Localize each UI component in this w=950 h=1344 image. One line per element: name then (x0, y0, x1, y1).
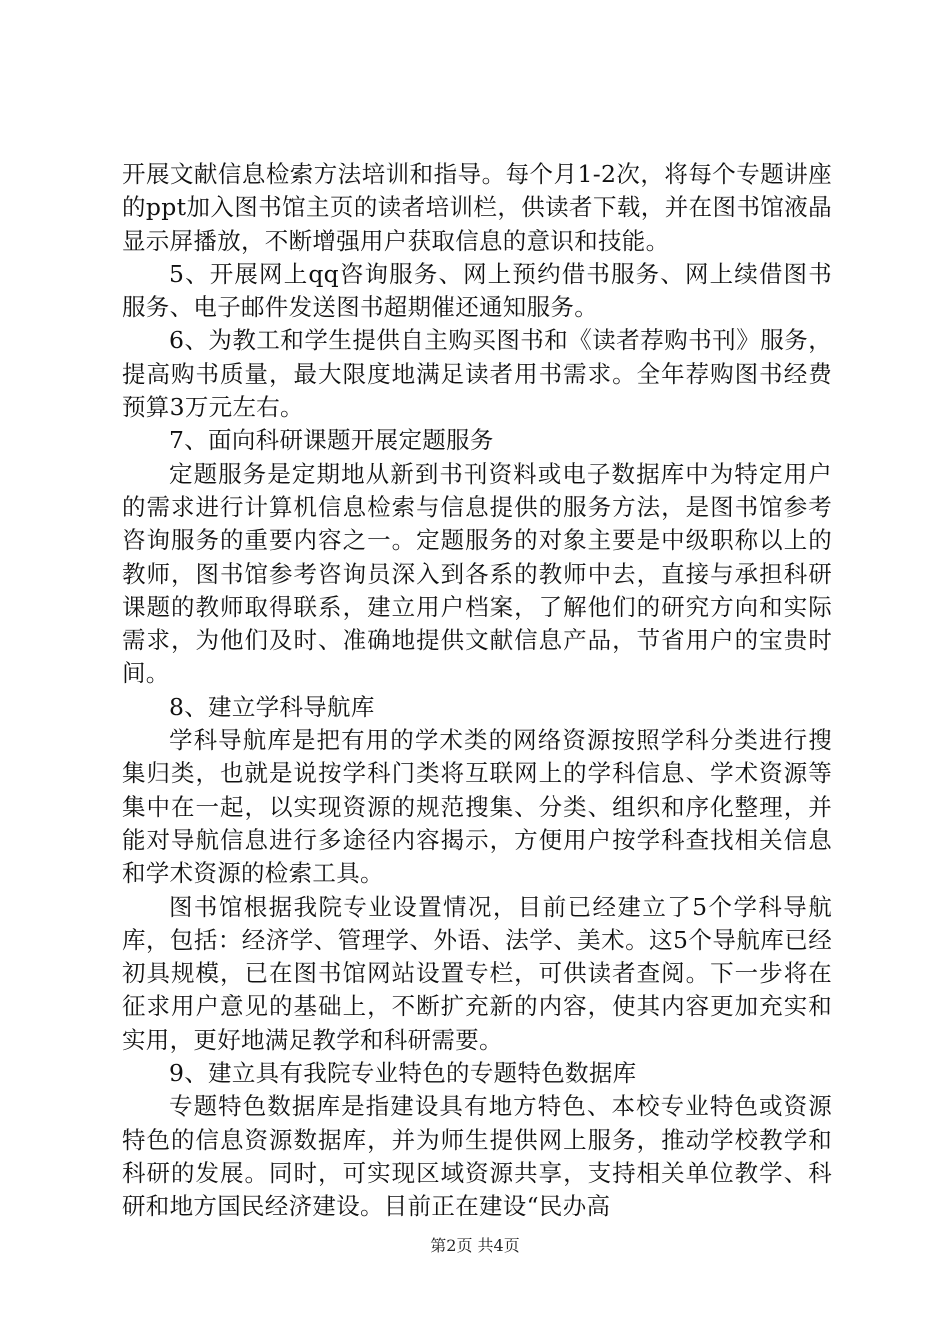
paragraph-body: 学科导航库是把有用的学术类的网络资源按照学科分类进行搜集归类，也就是说按学科门类将互联网上的学科信息、学术资源等集中在一起，以实现资源的规范搜集、分类、组织和序化整理，并能对导航信息进行多途径内容揭示，方便用户按学科查找相关信息和学术资源的检索工具。 (122, 726, 832, 888)
document-body (122, 158, 832, 1224)
paragraph-body: 定题服务是定期地从新到书刊资料或电子数据库中为特定用户的需求进行计算机信息检索与信息提供的服务方法，是图书馆参考咨询服务的重要内容之一。定题服务的对象主要是中级职称以上的教师，图书馆参考咨询员深入到各系的教师中去，直接与承担科研课题的教师取得联系，建立用户档案，了解他们的研究方向和实际需求，为他们及时、准确地提供文献信息产品，节省用户的宝贵时间。 (122, 459, 832, 688)
paragraph-item-6: 6、为教工和学生提供自主购买图书和《读者荐购书刊》服务，提高购书质量，最大限度地满足读者用书需求。全年荐购图书经费预算3万元左右。 (122, 326, 832, 422)
section-heading-7: 7、面向科研课题开展定题服务 (169, 426, 494, 455)
section-heading-8: 8、建立学科导航库 (169, 692, 375, 721)
paragraph-item-5: 5、开展网上qq咨询服务、网上预约借书服务、网上续借图书服务、电子邮件发送图书超期催还通知服务。 (122, 259, 832, 322)
paragraph-body: 专题特色数据库是指建设具有地方特色、本校专业特色或资源特色的信息资源数据库，并为师生提供网上服务，推动学校教学和科研的发展。同时，可实现区域资源共享，支持相关单位教学、科研和地方国民经济建设。目前正在建设“民办高 (122, 1092, 832, 1221)
section-heading-9: 9、建立具有我院专业特色的专题特色数据库 (169, 1059, 637, 1088)
paragraph-continuation: 开展文献信息检索方法培训和指导。每个月1-2次，将每个专题讲座的ppt加入图书馆主页的读者培训栏，供读者下载，并在图书馆液晶显示屏播放，不断增强用户获取信息的意识和技能。 (122, 160, 832, 255)
page-number-footer: 第2页 共4页 (430, 1236, 520, 1255)
paragraph-body: 图书馆根据我院专业设置情况，目前已经建立了5个学科导航库，包括：经济学、管理学、外语、法学、美术。这5个导航库已经初具规模，已在图书馆网站设置专栏，可供读者查阅。下一步将在征求用户意见的基础上，不断扩充新的内容，使其内容更加充实和实用，更好地满足教学和科研需要。 (122, 892, 832, 1054)
